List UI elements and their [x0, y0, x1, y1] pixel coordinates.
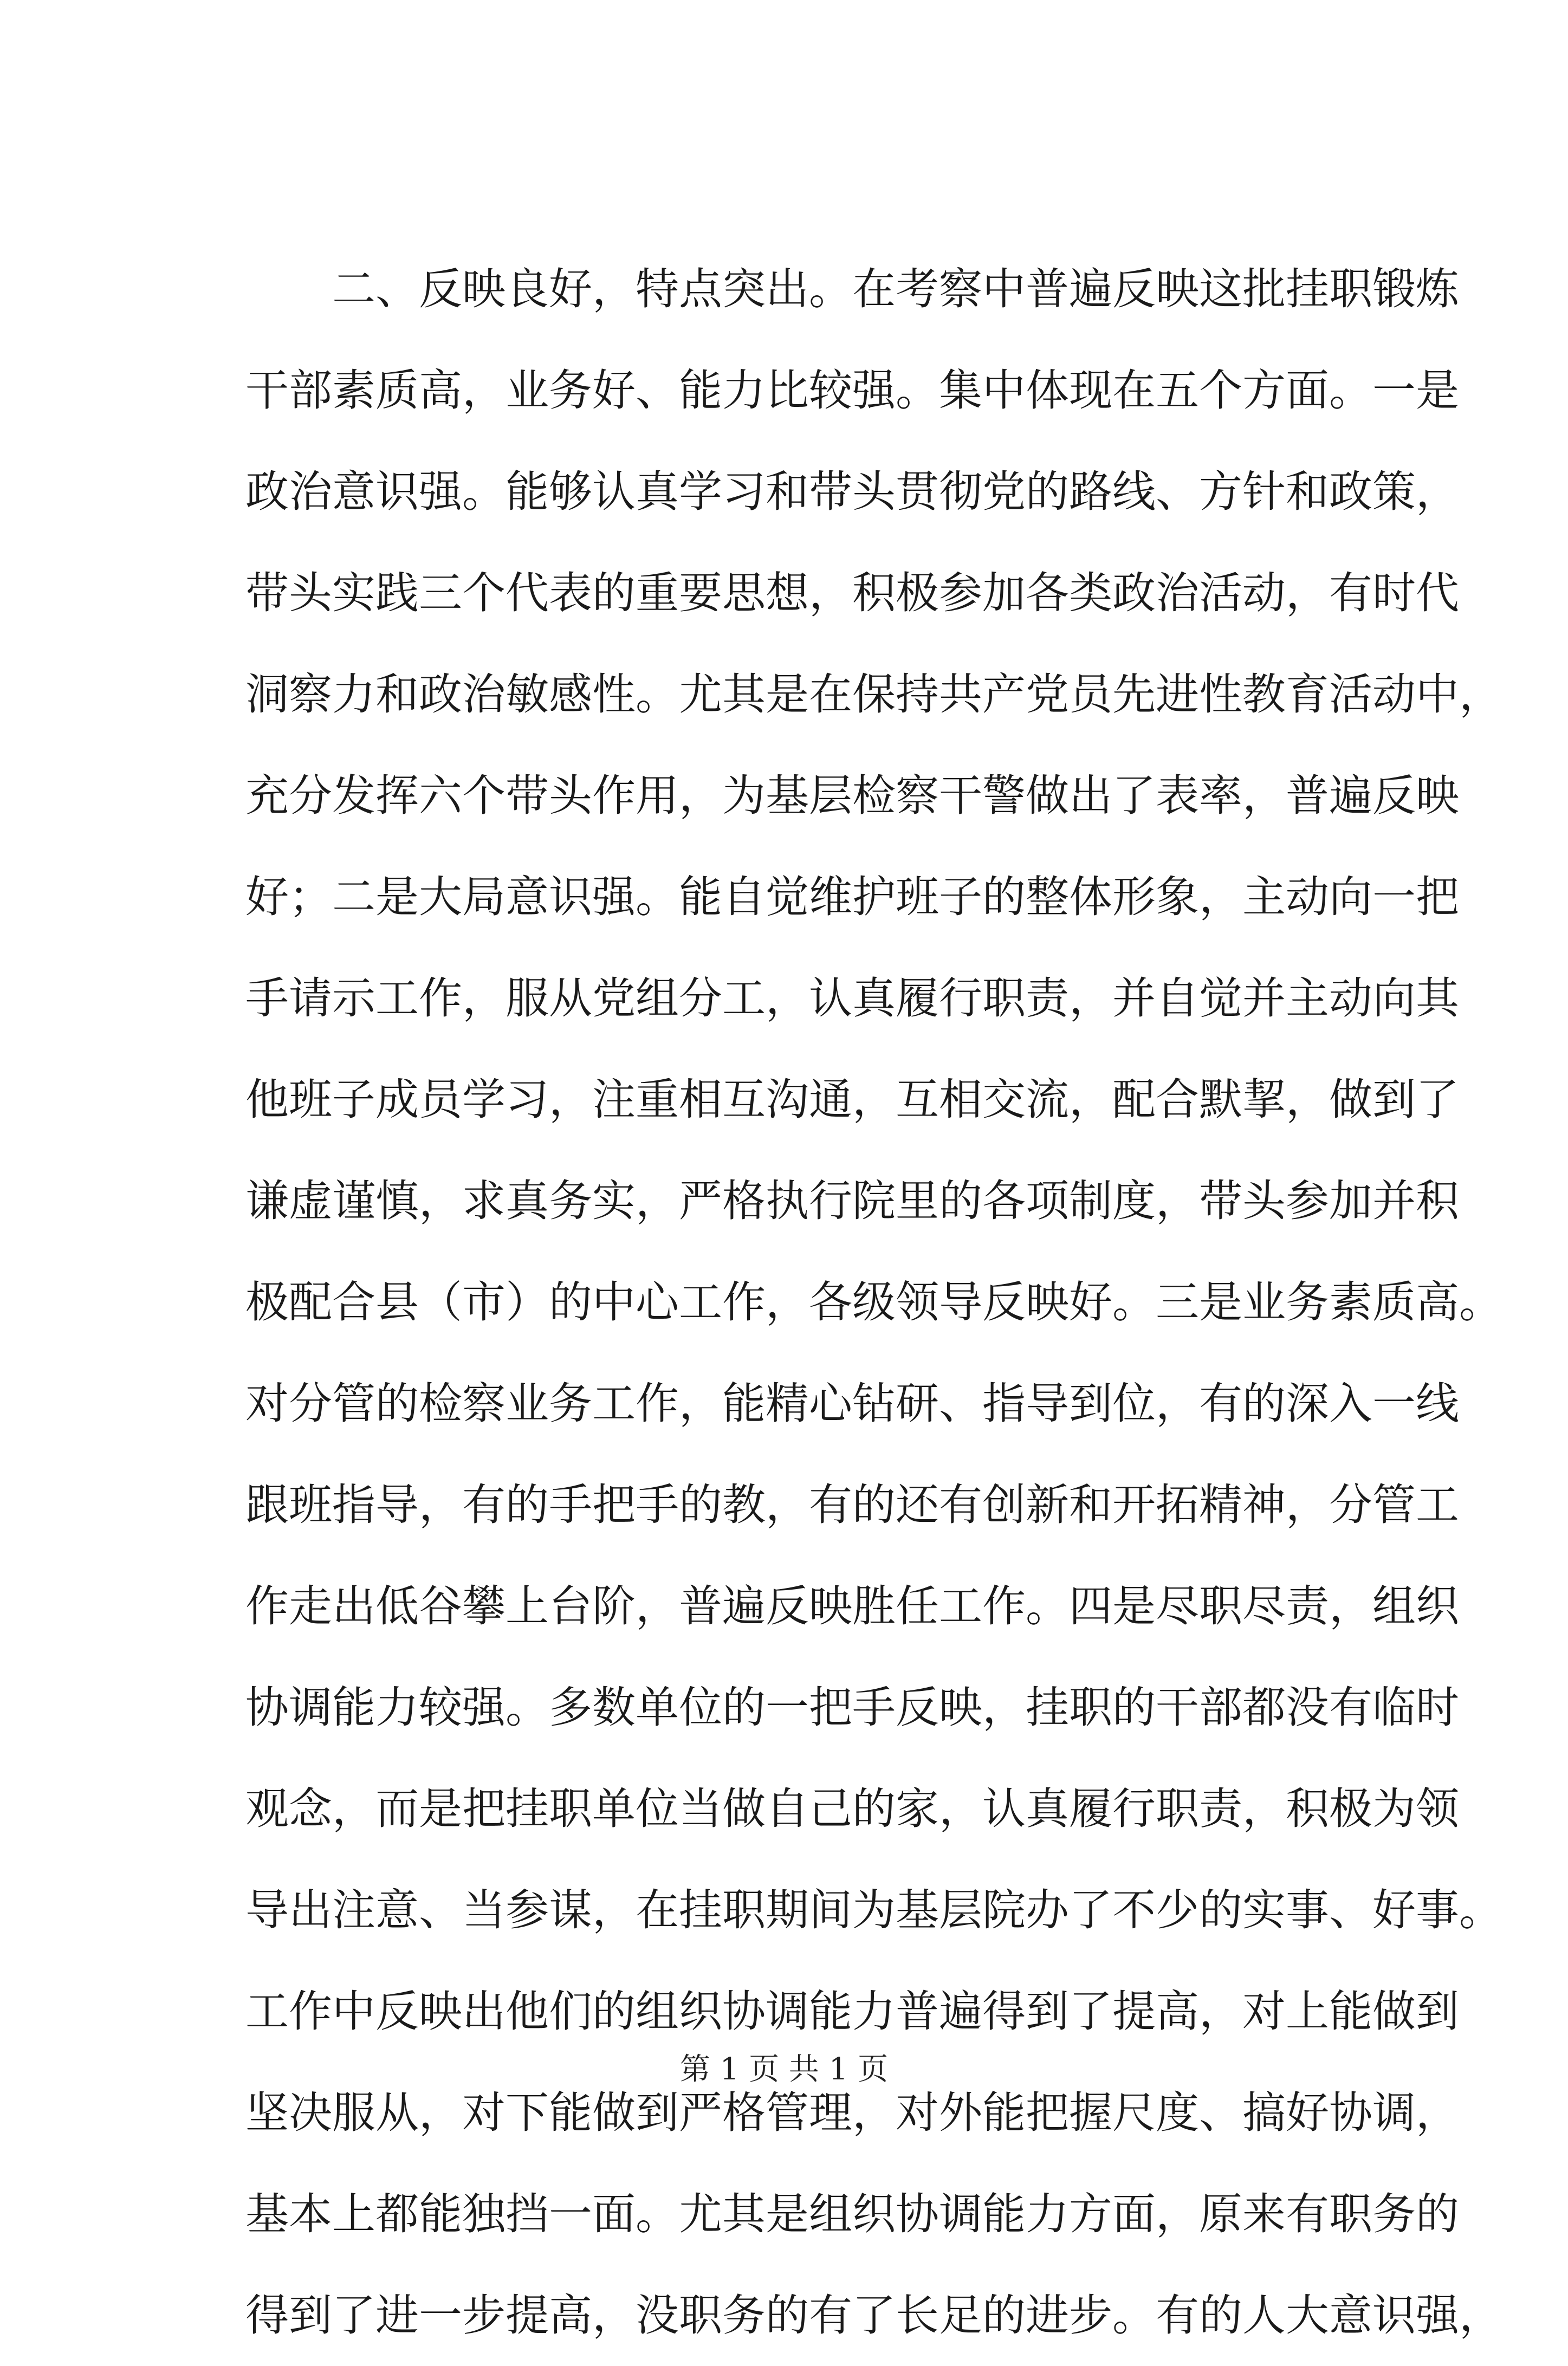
paragraph-line: 观念，而是把挂职单位当做自己的家，认真履行职责，积极为领	[245, 1784, 1459, 1834]
paragraph-line: 跟班指导，有的手把手的教，有的还有创新和开拓精神，分管工	[245, 1480, 1459, 1530]
paragraph-line: 政治意识强。能够认真学习和带头贯彻党的路线、方针和政策，	[245, 466, 1459, 517]
paragraph-line: 协调能力较强。多数单位的一把手反映，挂职的干部都没有临时	[245, 1682, 1459, 1733]
page-footer	[0, 2048, 1568, 2091]
paragraph-line: 手请示工作，服从党组分工，认真履行职责，并自觉并主动向其	[245, 973, 1459, 1023]
body-paragraph	[245, 238, 1502, 2366]
paragraph-line: 干部素质高，业务好、能力比较强。集中体现在五个方面。一是	[245, 365, 1459, 416]
paragraph-line: 谦虚谨慎，求真务实，严格执行院里的各项制度，带头参加并积	[245, 1176, 1459, 1226]
paragraph-line: 基本上都能独挡一面。尤其是组织协调能力方面，原来有职务的	[245, 2189, 1459, 2239]
paragraph-line: 好；二是大局意识强。能自觉维护班子的整体形象，主动向一把	[245, 872, 1459, 922]
paragraph-line: 带头实践三个代表的重要思想，积极参加各类政治活动，有时代	[245, 568, 1459, 618]
paragraph-line: 洞察力和政治敏感性。尤其是在保持共产党员先进性教育活动中，	[245, 669, 1502, 719]
page-number-label: 第 1 页 共 1 页	[679, 2052, 889, 2087]
paragraph-line: 得到了进一步提高，没职务的有了长足的进步。有的人大意识强，	[245, 2290, 1502, 2341]
paragraph-line: 坚决服从，对下能做到严格管理，对外能把握尺度、搞好协调，	[245, 2088, 1459, 2138]
paragraph-line: 对分管的检察业务工作，能精心钻研、指导到位，有的深入一线	[245, 1378, 1459, 1429]
paragraph-line: 极配合县（市）的中心工作，各级领导反映好。三是业务素质高。	[245, 1277, 1502, 1327]
paragraph-line: 导出注意、当参谋，在挂职期间为基层院办了不少的实事、好事。	[245, 1885, 1502, 1935]
paragraph-line: 二、反映良好，特点突出。在考察中普遍反映这批挂职锻炼	[332, 264, 1459, 314]
paragraph-line: 他班子成员学习，注重相互沟通，互相交流，配合默挈，做到了	[245, 1074, 1459, 1125]
paragraph-line: 作走出低谷攀上台阶，普遍反映胜任工作。四是尽职尽责，组织	[245, 1581, 1459, 1631]
paragraph-line: 工作中反映出他们的组织协调能力普遍得到了提高，对上能做到	[245, 1986, 1459, 2037]
paragraph-line: 充分发挥六个带头作用，为基层检察干警做出了表率，普遍反映	[245, 770, 1459, 821]
